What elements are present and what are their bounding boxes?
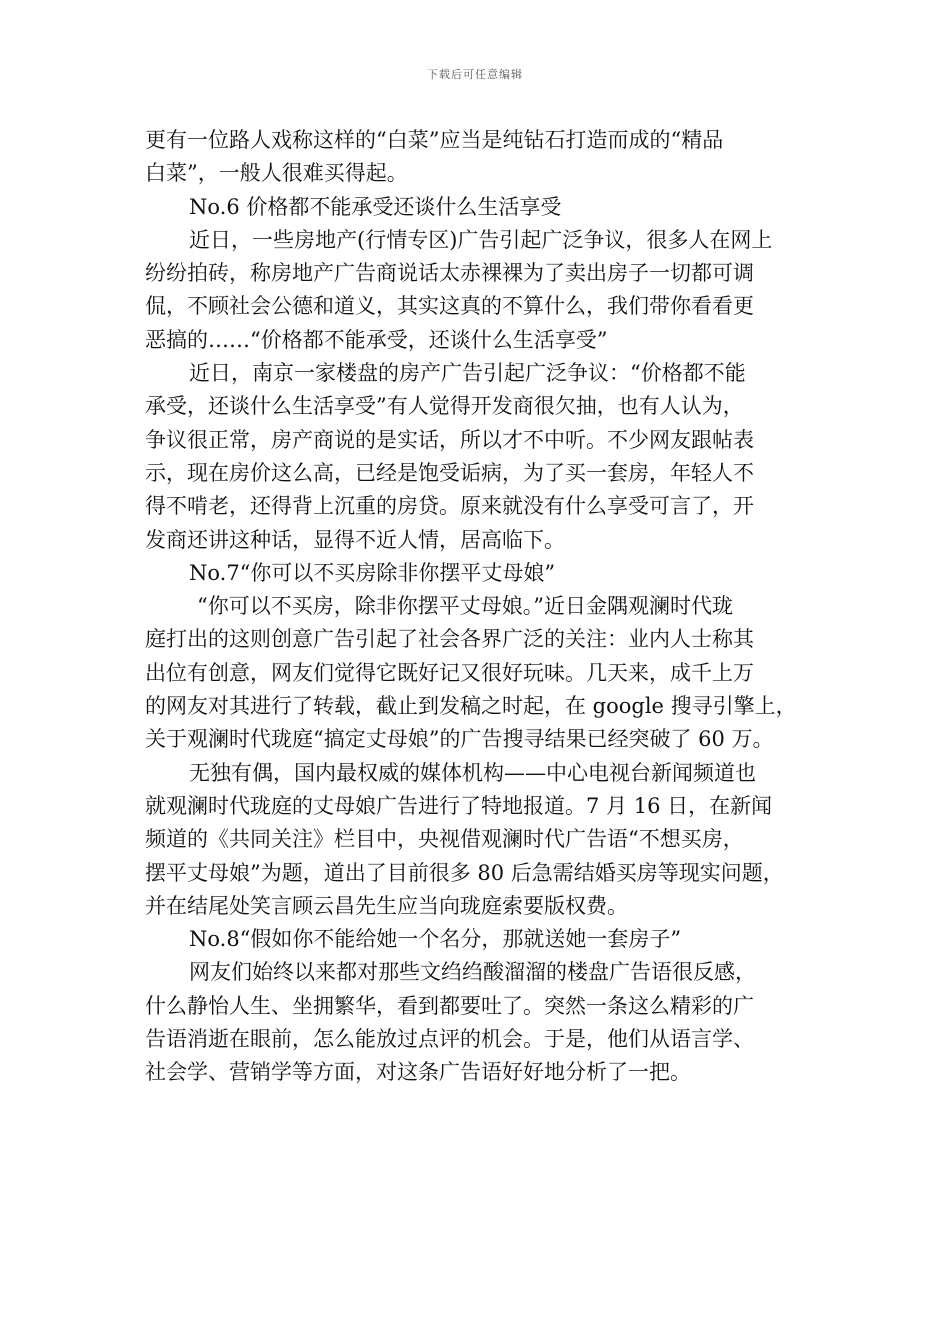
text-line: 白菜”，一般人很难买得起。 <box>145 161 408 186</box>
text-line: 发商还讲这种话，显得不近人情，居高临下。 <box>145 527 565 552</box>
text-line: 承受，还谈什么生活享受”有人觉得开发商很欠抽，也有人认为， <box>145 394 744 419</box>
text-line: 庭打出的这则创意广告引起了社会各界广泛的关注：业内人士称其 <box>145 627 754 652</box>
text-line: 并在结尾处笑言顾云昌先生应当向珑庭索要版权费。 <box>145 893 628 918</box>
text-line: 得不啃老，还得背上沉重的房贷。原来就没有什么享受可言了，开 <box>145 494 754 519</box>
text-line: 什么静怡人生、坐拥繁华，看到都要吐了。突然一条这么精彩的广 <box>145 993 754 1018</box>
text-line: 的网友对其进行了转载，截止到发稿之时起，在 google 搜寻引擎上， <box>145 694 797 719</box>
text-line: 出位有创意，网友们觉得它既好记又很好玩味。几天来，成千上万 <box>145 660 754 685</box>
text-line: 就观澜时代珑庭的丈母娘广告进行了特地报道。7 月 16 日，在新闻 <box>145 793 773 818</box>
text-line: 关于观澜时代珑庭“搞定丈母娘”的广告搜寻结果已经突破了 60 万。 <box>145 727 774 752</box>
section-heading-no7: No.7“你可以不买房除非你摆平丈母娘” <box>189 560 556 585</box>
text-line: 摆平丈母娘”为题，道出了目前很多 80 后急需结婚买房等现实问题， <box>145 860 784 885</box>
text-line: 示，现在房价这么高，已经是饱受诟病，为了买一套房，年轻人不 <box>145 460 754 485</box>
page-header: 下载后可任意编辑 <box>427 68 523 81</box>
text-line: 纷纷拍砖，称房地产广告商说话太赤裸裸为了卖出房子一切都可调 <box>145 261 754 286</box>
text-line: 侃，不顾社会公德和道义，其实这真的不算什么，我们带你看看更 <box>145 294 754 319</box>
text-line: 频道的《共同关注》栏目中，央视借观澜时代广告语“不想买房， <box>145 827 744 852</box>
text-line: 争议很正常，房产商说的是实话，所以才不中听。不少网友跟帖表 <box>145 427 754 452</box>
section-heading-no6: No.6 价格都不能承受还谈什么生活享受 <box>189 194 562 219</box>
text-line: 更有一位路人戏称这样的“白菜”应当是纯钻石打造而成的“精品 <box>145 128 724 152</box>
text-line: 网友们始终以来都对那些文绉绉酸溜溜的楼盘广告语很反感， <box>189 960 756 985</box>
text-line: 恶搞的……“价格都不能承受，还谈什么生活享受” <box>145 327 608 352</box>
text-line: 近日，南京一家楼盘的房产广告引起广泛争议：“价格都不能 <box>189 361 746 386</box>
text-line: 近日，一些房地产(行情专区)广告引起广泛争议，很多人在网上 <box>189 227 773 252</box>
text-line: 社会学、营销学等方面，对这条广告语好好地分析了一把。 <box>145 1060 691 1085</box>
document-body <box>145 124 825 1090</box>
text-line: 告语消逝在眼前，怎么能放过点评的机会。于是，他们从语言学、 <box>145 1027 754 1052</box>
text-line: “你可以不买房，除非你摆平丈母娘。”近日金隅观澜时代珑 <box>197 594 733 619</box>
section-heading-no8: No.8“假如你不能给她一个名分，那就送她一套房子” <box>189 927 682 952</box>
text-line: 无独有偶，国内最权威的媒体机构——中心电视台新闻频道也 <box>189 760 756 785</box>
